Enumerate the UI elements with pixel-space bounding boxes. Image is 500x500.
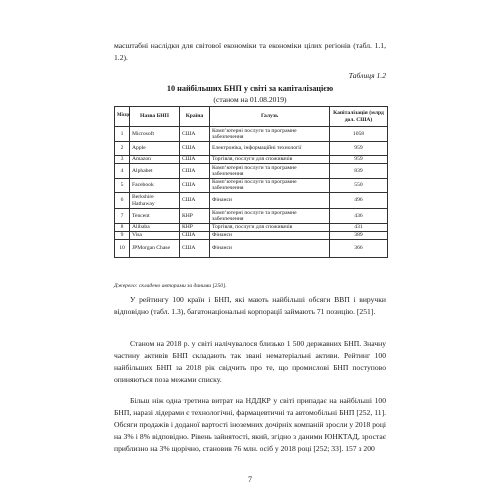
table-source: Джерело: складено авторами за даними [250].: [114, 283, 227, 289]
cell-name: JPMorgan Chase: [130, 239, 180, 257]
cell-industry: Торгівля, послуги для споживачів: [210, 223, 330, 231]
cell-cap: 496: [330, 193, 388, 209]
cell-name: Alphabet: [130, 164, 180, 179]
cell-rank: 8: [115, 223, 130, 231]
table-row: [115, 156, 388, 164]
table-label: Таблиця 1.2: [348, 71, 386, 80]
cell-cap: 436: [330, 209, 388, 224]
cell-country: КНР: [180, 223, 210, 231]
cell-name: Facebook: [130, 178, 180, 193]
cell-industry: Комп’ютерні послуги та програмне забезпечення: [210, 164, 330, 179]
companies-table: [114, 106, 388, 258]
cell-name: Alibaba: [130, 223, 180, 231]
cell-rank: 4: [115, 164, 130, 179]
table-row: [115, 223, 388, 231]
cell-name: Microsoft: [130, 127, 180, 142]
cell-country: КНР: [180, 209, 210, 224]
cell-name: Tencent: [130, 209, 180, 224]
cell-rank: 7: [115, 209, 130, 224]
cell-rank: 1: [115, 127, 130, 142]
table-row: [115, 127, 388, 142]
cell-industry: Електроніка, інформаційні технології: [210, 141, 330, 156]
cell-country: США: [180, 178, 210, 193]
table-row: [115, 178, 388, 193]
paragraph-1: У рейтингу 100 країн і БНП, які мають найбільші обсяги ВВП і виручки відповідно (табл. 1.3), багатонаціональні корпорації займають 71 позицію. [251].: [114, 295, 386, 316]
cell-industry: Фінанси: [210, 239, 330, 257]
table-row: [115, 209, 388, 224]
cell-rank: 5: [115, 178, 130, 193]
cell-name: Visa: [130, 231, 180, 239]
header-country: Країна: [180, 107, 210, 127]
cell-country: США: [180, 231, 210, 239]
cell-industry: Фінанси: [210, 231, 330, 239]
cell-industry: Комп’ютерні послуги та програмне забезпечення: [210, 178, 330, 193]
cell-country: США: [180, 141, 210, 156]
cell-country: США: [180, 239, 210, 257]
table-subtitle: (станом на 01.08.2019): [213, 95, 287, 104]
cell-cap: 550: [330, 178, 388, 193]
paragraph-2: Станом на 2018 р. у світі налічувалося близько 1 500 державних БНП. Значну частину активів БНП складають так звані нематеріальні активи. Рейтинг 100 найбільших БНП за 2018 рік свідчить про те, що промислові БНП поступово опиняються поза межами списку.: [114, 339, 386, 384]
cell-industry: Торгівля, послуги для споживачів: [210, 156, 330, 164]
cell-rank: 3: [115, 156, 130, 164]
cell-rank: 9: [115, 231, 130, 239]
cell-industry: Комп’ютерні послуги та програмне забезпечення: [210, 127, 330, 142]
table-row: [115, 141, 388, 156]
cell-name: Apple: [130, 141, 180, 156]
cell-name: Amazon: [130, 156, 180, 164]
cell-rank: 10: [115, 239, 130, 257]
cell-cap: 1058: [330, 127, 388, 142]
table-row: [115, 193, 388, 209]
cell-cap: 959: [330, 141, 388, 156]
cell-cap: 959: [330, 156, 388, 164]
cell-country: США: [180, 193, 210, 209]
header-rank: Місце: [115, 107, 130, 127]
cell-rank: 2: [115, 141, 130, 156]
cell-country: США: [180, 164, 210, 179]
cell-name: Berkshire Hathaway: [130, 193, 180, 209]
cell-industry: Комп’ютерні послуги та програмне забезпечення: [210, 209, 330, 224]
cell-cap: 366: [330, 239, 388, 257]
intro-paragraph: масштабні наслідки для світової економіки та економіки цілих регіонів (табл. 1.1, 1.2).: [114, 41, 386, 63]
paragraph-3: Більш ніж одна третина витрат на НДДКР у світі припадає на найбільші 100 БНП, наразі лідерами є технологічні, фармацевтичні та автомобільні БНП [252, 11]. Обсяги продажів і доданої вартості іноземних дочірніх компаній зросли у 2018 році на 3% і 8% відповідно. Рівень зайнятості, який, згідно з даними ЮНКТАД, зростає приблизно на 3% щорічно, становив 76 млн. осіб у 2018 році [252; 33]. 157 з 200: [114, 396, 386, 453]
cell-cap: 839: [330, 164, 388, 179]
cell-cap: 431: [330, 223, 388, 231]
table-row: [115, 164, 388, 179]
cell-rank: 6: [115, 193, 130, 209]
cell-cap: 389: [330, 231, 388, 239]
header-industry: Галузь: [210, 107, 330, 127]
cell-country: США: [180, 156, 210, 164]
table-row: [115, 231, 388, 239]
page-number: 7: [248, 475, 252, 484]
table-header-row: [115, 107, 388, 127]
cell-industry: Фінанси: [210, 193, 330, 209]
header-name: Назва БНП: [130, 107, 180, 127]
table-title: 10 найбільших БНП у світі за капіталізацією: [166, 84, 334, 93]
header-cap: Капіталізація (млрд дол. США): [330, 107, 388, 127]
table-row: [115, 239, 388, 257]
cell-country: США: [180, 127, 210, 142]
